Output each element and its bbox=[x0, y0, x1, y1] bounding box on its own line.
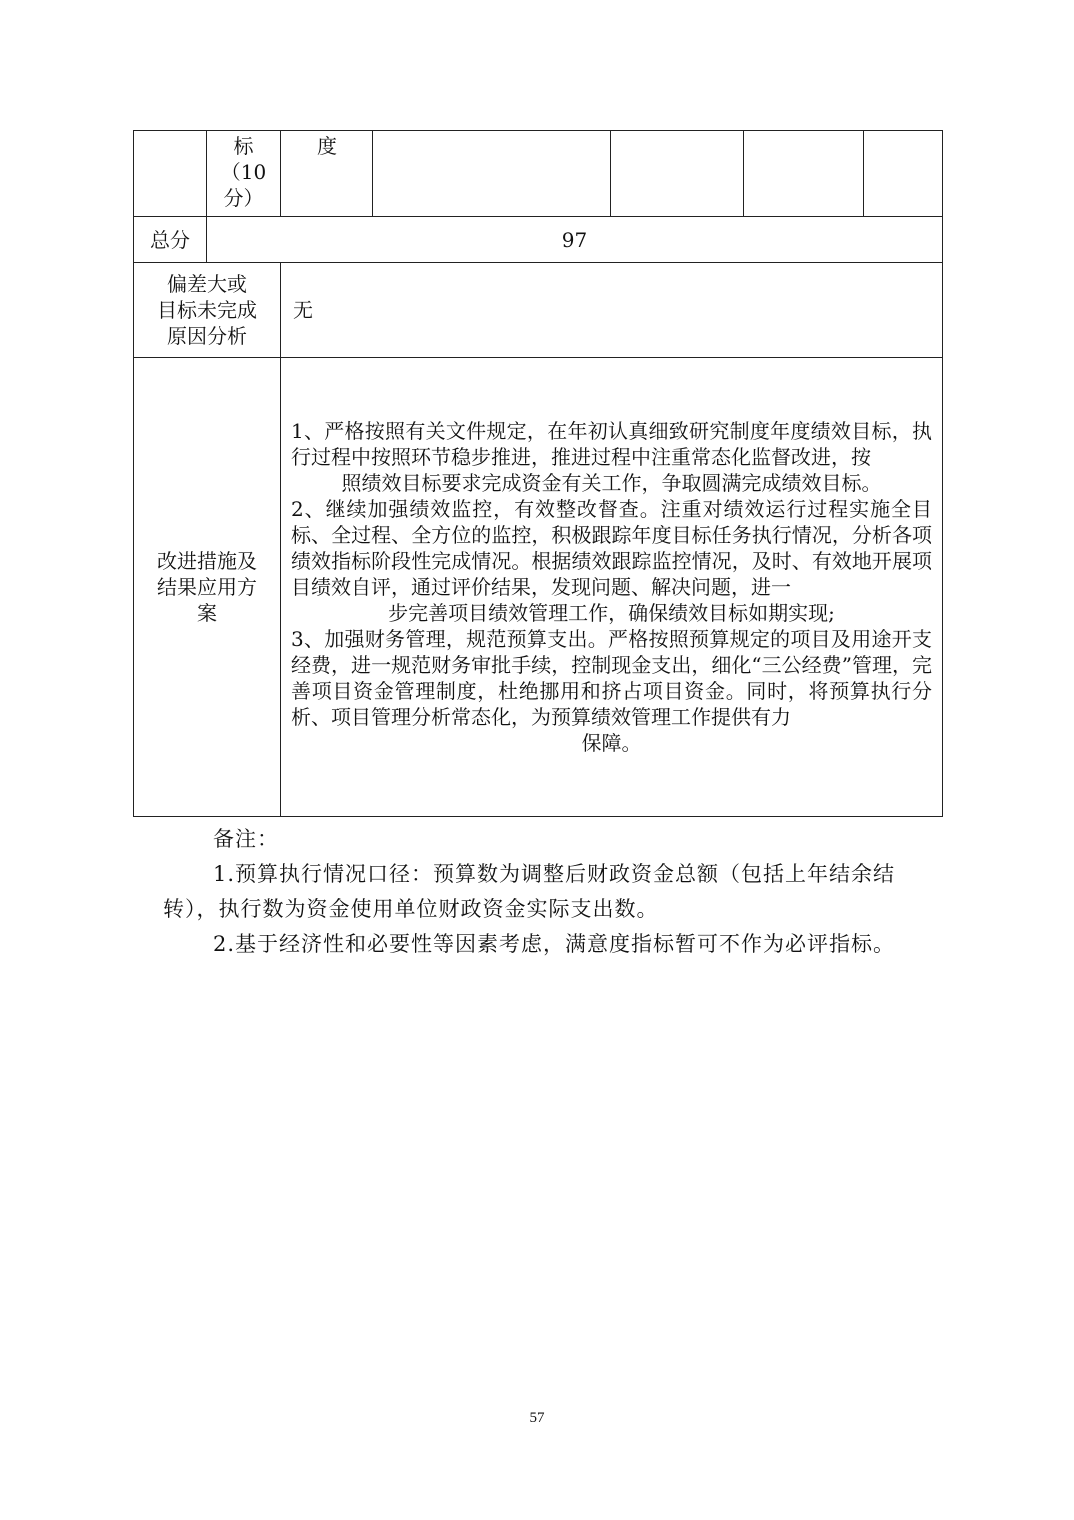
page-number: 57 bbox=[529, 1410, 545, 1426]
measure-text-tail: 步完善项目绩效管理工作，确保绩效目标如期实现; bbox=[388, 601, 835, 625]
text-degree: 度 bbox=[317, 134, 337, 158]
notes-section bbox=[163, 822, 923, 962]
cell-deviation-label bbox=[134, 263, 281, 358]
text-line: 改进措施及 bbox=[157, 549, 257, 573]
note-item-2: 2.基于经济性和必要性等因素考虑，满意度指标暂可不作为必评指标。 bbox=[213, 932, 896, 956]
cell-empty-7 bbox=[864, 131, 943, 217]
cell-total-label: 总分 bbox=[134, 217, 207, 263]
measure-paragraph-2 bbox=[291, 496, 932, 600]
text-line: 原因分析 bbox=[167, 324, 247, 348]
table-row-measures bbox=[134, 358, 943, 817]
performance-table bbox=[133, 130, 943, 817]
cell-measures-content bbox=[281, 358, 943, 817]
text-line: 目标未完成 bbox=[157, 298, 257, 322]
text-line: （10 bbox=[220, 160, 267, 184]
text-line: 结果应用方 bbox=[157, 575, 257, 599]
note-item-1: 1.预算执行情况口径：预算数为调整后财政资金总额（包括上年结余结转），执行数为资金使用单位财政资金实际支出数。 bbox=[163, 862, 896, 921]
measure-text: 1、严格按照有关文件规定，在年初认真细致研究制度年度绩效目标，执行过程中按照环节稳步推进，推进过程中注重常态化监督改进，按 bbox=[291, 419, 932, 469]
cell-degree bbox=[281, 131, 373, 217]
cell-empty-4 bbox=[373, 131, 611, 217]
notes-heading: 备注： bbox=[213, 827, 279, 851]
table-row-total bbox=[134, 217, 943, 263]
measure-text-tail: 保障。 bbox=[581, 731, 642, 755]
measure-text: 2、继续加强绩效监控，有效整改督查。注重对绩效运行过程实施全目标、全过程、全方位的监控，积极跟踪年度目标任务执行情况，分析各项绩效指标阶段性完成情况。根据绩效跟踪监控情况，及时、有效地开展项目绩效自评，通过评价结果，发现问题、解决问题，进一 bbox=[291, 497, 932, 599]
text-line: 分） bbox=[223, 186, 264, 210]
cell-indicator-score bbox=[207, 131, 281, 217]
text-line: 标 bbox=[233, 134, 254, 158]
measure-paragraph-1 bbox=[291, 418, 932, 470]
table-row-continued bbox=[134, 131, 943, 217]
cell-total-value: 97 bbox=[207, 217, 943, 263]
measure-paragraph-3 bbox=[291, 626, 932, 730]
cell-deviation-value: 无 bbox=[281, 263, 943, 358]
text-line: 案 bbox=[197, 601, 217, 625]
measure-text-tail: 照绩效目标要求完成资金有关工作，争取圆满完成绩效目标。 bbox=[341, 471, 882, 495]
cell-empty-6 bbox=[744, 131, 864, 217]
cell-empty-5 bbox=[611, 131, 744, 217]
cell-measures-label bbox=[134, 358, 281, 817]
text-line: 偏差大或 bbox=[167, 272, 247, 296]
table-row-deviation bbox=[134, 263, 943, 358]
cell-empty-1 bbox=[134, 131, 207, 217]
measure-text: 3、加强财务管理，规范预算支出。严格按照预算规定的项目及用途开支经费，进一规范财务审批手续，控制现金支出，细化“三公经费”管理，完善项目资金管理制度，杜绝挪用和挤占项目资金。同时，将预算执行分析、项目管理分析常态化，为预算绩效管理工作提供有力 bbox=[291, 627, 932, 729]
